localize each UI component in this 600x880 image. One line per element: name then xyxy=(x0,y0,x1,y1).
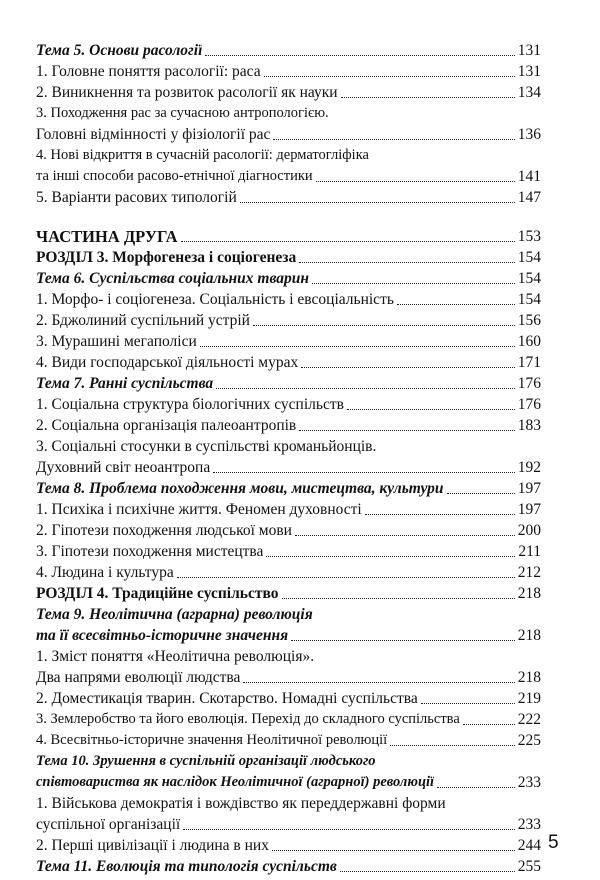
toc-page-number: 197 xyxy=(517,501,541,518)
toc-entry-title: 2. Соціальна організація палеоантропів xyxy=(36,417,297,434)
toc-page-number: 154 xyxy=(517,291,541,308)
leader-dots xyxy=(183,829,515,830)
toc-entry[interactable] xyxy=(36,61,541,82)
toc-topic-7[interactable] xyxy=(36,373,541,394)
leader-dots xyxy=(312,283,515,284)
leader-dots xyxy=(291,640,515,641)
toc-topic-5[interactable] xyxy=(36,40,541,61)
toc-topic-6[interactable] xyxy=(36,268,541,289)
toc-entry-title: Головні відмінності у фізіології рас xyxy=(36,126,271,143)
toc-entry-title: 3. Землеробство та його еволюція. Перехід до складного суспільства xyxy=(36,711,460,727)
spacer xyxy=(36,208,541,226)
toc-entry-title: РОЗДІЛ 3. Морфогенеза і соціогенеза xyxy=(36,249,297,266)
toc-entry-title: та інші способи расово-етнічної діагностики xyxy=(36,168,313,184)
toc-entry[interactable] xyxy=(36,289,541,310)
toc-page-number: 197 xyxy=(517,480,541,497)
toc-entry-title: 4. Людина і культура xyxy=(36,564,174,581)
toc-entry-title: 3. Мурашині мегаполіси xyxy=(36,333,197,350)
toc-page-number: 233 xyxy=(517,816,541,833)
leader-dots xyxy=(273,139,514,140)
toc-part-2[interactable] xyxy=(36,226,541,247)
toc-entry-title: РОЗДІЛ 4. Традиційне суспільство xyxy=(36,585,279,602)
leader-dots xyxy=(240,202,515,203)
toc-entry[interactable] xyxy=(36,499,541,520)
toc-entry-title: Тема 6. Суспільства соціальних тварин xyxy=(36,270,309,287)
toc-entry[interactable] xyxy=(36,730,541,751)
leader-dots xyxy=(316,181,515,182)
leader-dots xyxy=(365,514,515,515)
toc-page-number: 233 xyxy=(517,774,541,791)
toc-entry-title: Тема 5. Основи расології xyxy=(36,42,203,59)
leader-dots xyxy=(295,535,515,536)
leader-dots xyxy=(299,262,515,263)
toc-entry[interactable] xyxy=(36,124,541,145)
toc-entry[interactable] xyxy=(36,394,541,415)
leader-dots xyxy=(213,472,515,473)
leader-dots xyxy=(253,325,515,326)
toc-page-number: 171 xyxy=(517,354,541,371)
toc-page-number: 244 xyxy=(517,837,541,854)
toc-entry-title: 1. Психіка і психічне життя. Феномен духовності xyxy=(36,501,362,518)
leader-dots xyxy=(397,304,515,305)
toc-entry[interactable] xyxy=(36,331,541,352)
toc-entry-title: 2. Перші цивілізації і людина в них xyxy=(36,837,269,854)
toc-entry-title: Тема 8. Проблема походження мови, мистецтва, культури xyxy=(36,480,444,497)
leader-dots xyxy=(181,241,515,242)
toc-page-number: 136 xyxy=(517,126,541,143)
toc-entry[interactable] xyxy=(36,187,541,208)
toc-page-number: 131 xyxy=(517,63,541,80)
leader-dots xyxy=(299,430,515,431)
toc-entry-title: 4. Види господарської діяльності мурах xyxy=(36,354,299,371)
toc-entry-title: Тема 11. Еволюція та типологія суспільств xyxy=(36,858,337,875)
toc-entry-line[interactable]: 3. Походження рас за сучасною антропологією. xyxy=(36,105,329,121)
leader-dots xyxy=(437,787,515,788)
toc-entry-title: 1. Головне поняття расології: раса xyxy=(36,63,261,80)
toc-page-number: 211 xyxy=(518,543,541,560)
toc-page-number: 218 xyxy=(517,669,541,686)
toc-entry-title: 1. Морфо- і соціогенеза. Соціальність і евсоціальність xyxy=(36,291,394,308)
toc-entry[interactable] xyxy=(36,814,541,835)
leader-dots xyxy=(264,76,515,77)
leader-dots xyxy=(340,871,515,872)
toc-page-number: 219 xyxy=(517,690,541,707)
toc-topic-10-line[interactable]: Тема 10. Зрушення в суспільній організації людського xyxy=(36,753,376,769)
toc-section-3[interactable] xyxy=(36,247,541,268)
leader-dots xyxy=(301,367,515,368)
toc-topic-9[interactable] xyxy=(36,625,541,646)
toc-page-number: 141 xyxy=(517,168,541,185)
leader-dots xyxy=(266,556,515,557)
toc-entry[interactable] xyxy=(36,688,541,709)
leader-dots xyxy=(216,388,515,389)
toc-page-number: 176 xyxy=(517,396,541,413)
leader-dots xyxy=(272,850,515,851)
toc-entry-title: Два напрями еволюції людства xyxy=(36,669,241,686)
toc-page-number: 222 xyxy=(517,711,541,728)
toc-page-number: 255 xyxy=(517,858,541,875)
toc-entry-title: 4. Всесвітньо-історичне значення Неолітичної революції xyxy=(36,732,388,748)
toc-page-number: 160 xyxy=(517,333,541,350)
leader-dots xyxy=(200,346,515,347)
leader-dots xyxy=(421,703,515,704)
leader-dots xyxy=(243,682,514,683)
toc-entry-title: ЧАСТИНА ДРУГА xyxy=(36,227,178,246)
toc-entry[interactable] xyxy=(36,835,541,856)
toc-page-number: 153 xyxy=(517,228,541,245)
toc-entry-title: 3. Гіпотези походження мистецтва xyxy=(36,543,264,560)
toc-entry-title: 2. Гіпотези походження людської мови xyxy=(36,522,292,539)
toc-entry-title: 1. Соціальна структура біологічних суспільств xyxy=(36,396,344,413)
toc-entry-title: співтовариства як наслідок Неолітичної (аграрної) революції xyxy=(36,774,435,790)
toc-entry[interactable] xyxy=(36,667,541,688)
toc-entry-line[interactable]: 4. Нові відкриття в сучасній расології: дерматогліфіка xyxy=(36,147,369,163)
leader-dots xyxy=(205,55,514,56)
toc-page-number: 156 xyxy=(517,312,541,329)
toc-entry-title: 2. Виникнення та розвиток расології як науки xyxy=(36,84,338,101)
toc-entry[interactable] xyxy=(36,82,541,103)
toc-page-number: 154 xyxy=(517,270,541,287)
toc-entry-line[interactable]: 1. Зміст поняття «Неолітична революція». xyxy=(36,648,315,665)
toc-entry-line[interactable]: 3. Соціальні стосунки в суспільстві кроманьйонців. xyxy=(36,438,377,455)
toc-entry[interactable] xyxy=(36,310,541,331)
toc-page-number: 200 xyxy=(517,522,541,539)
toc-topic-8[interactable] xyxy=(36,478,541,499)
toc-entry-title: Духовний світ неоантропа xyxy=(36,459,211,476)
toc-page-number: 134 xyxy=(517,84,541,101)
toc-topic-10[interactable] xyxy=(36,772,541,793)
toc-entry[interactable] xyxy=(36,541,541,562)
leader-dots xyxy=(447,493,515,494)
leader-dots xyxy=(390,745,515,746)
toc-entry-title: 2. Бджолиний суспільний устрій xyxy=(36,312,250,329)
leader-dots xyxy=(347,409,515,410)
toc-page-number: 147 xyxy=(517,189,541,206)
leader-dots xyxy=(177,577,515,578)
toc-entry-title: та її всесвітньо-історичне значення xyxy=(36,627,289,644)
toc-page-number: 131 xyxy=(517,42,541,59)
toc-page-number: 183 xyxy=(517,417,541,434)
table-of-contents xyxy=(36,40,541,877)
toc-entry[interactable] xyxy=(36,415,541,436)
toc-topic-11[interactable] xyxy=(36,856,541,877)
toc-entry[interactable] xyxy=(36,352,541,373)
leader-dots xyxy=(341,97,515,98)
toc-page-number: 212 xyxy=(517,564,541,581)
toc-section-4[interactable] xyxy=(36,583,541,604)
toc-page-number: 192 xyxy=(517,459,541,476)
toc-page-number: 176 xyxy=(517,375,541,392)
toc-page-number: 218 xyxy=(517,627,541,644)
toc-page-number: 225 xyxy=(517,732,541,749)
toc-entry-title: Тема 7. Ранні суспільства xyxy=(36,375,214,392)
toc-page-number: 154 xyxy=(517,249,541,266)
toc-entry[interactable] xyxy=(36,520,541,541)
toc-entry[interactable] xyxy=(36,562,541,583)
page-number: 5 xyxy=(548,832,559,853)
leader-dots xyxy=(282,598,515,599)
toc-entry-line[interactable]: 1. Військова демократія і вождівство як переддержавні форми xyxy=(36,795,446,812)
toc-page-number: 218 xyxy=(517,585,541,602)
toc-entry-title: 2. Доместикація тварин. Скотарство. Номадні суспільства xyxy=(36,690,418,707)
toc-entry[interactable] xyxy=(36,709,541,730)
toc-entry-title: 5. Варіанти расових типологій xyxy=(36,189,237,206)
toc-topic-9-line[interactable]: Тема 9. Неолітична (аграрна) революція xyxy=(36,606,313,623)
leader-dots xyxy=(463,724,515,725)
toc-entry[interactable] xyxy=(36,166,541,187)
toc-entry-title: суспільної організації xyxy=(36,816,181,833)
toc-entry[interactable] xyxy=(36,457,541,478)
